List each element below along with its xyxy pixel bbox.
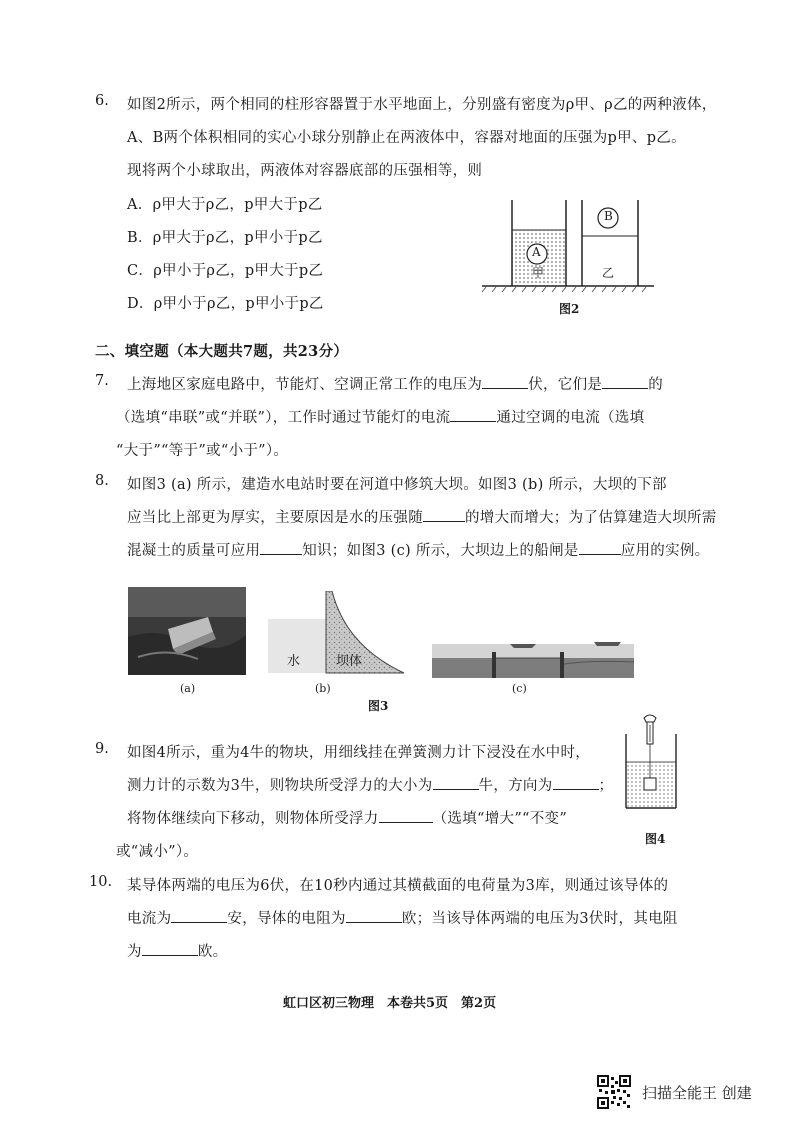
q10-blank-2[interactable] [346, 908, 402, 923]
q6-line-1: 如图2所示，两个相同的柱形容器置于水平地面上，分别盛有密度为ρ甲、ρ乙的两种液体， [127, 97, 717, 113]
liquid-yi-label: 乙 [602, 266, 615, 280]
q10-line-2: 电流为 安，导体的电阻为 欧；当该导体两端的电压为3伏时，其电阻 [127, 907, 678, 928]
q9-blank-2[interactable] [553, 775, 599, 790]
page-footer: 虹口区初三物理 本卷共5页 第2页 [283, 996, 497, 1011]
figure-3a-caption: (a) [180, 682, 196, 695]
q8-blank-2[interactable] [260, 540, 302, 555]
q10-number: 10. [89, 874, 113, 890]
q7-line-3: “大于”“等于”或“小于”）。 [116, 443, 289, 459]
q9-line-2: 测力计的示数为3牛，则物块所受浮力的大小为 牛，方向为 ； [127, 774, 613, 795]
q9-line-3: 将物体继续向下移动，则物体所受浮力 （选填“增大”“不变” [127, 807, 567, 828]
q9-blank-1[interactable] [433, 775, 479, 790]
q8-line-3: 混凝土的质量可应用 知识；如图3 (c) 所示，大坝边上的船闸是 应用的实例。 [127, 539, 710, 560]
figure-3b-caption: (b) [315, 682, 331, 695]
figure-2 [478, 196, 658, 296]
q9-blank-3[interactable] [379, 808, 433, 823]
qr-code-icon [597, 1075, 631, 1109]
q10-blank-3[interactable] [142, 941, 198, 956]
q6-line-2: A、B两个体积相同的实心小球分别静止在两液体中，容器对地面的压强为p甲、p乙。 [127, 130, 686, 146]
q7-blank-3[interactable] [450, 407, 496, 422]
ball-b-label: B [604, 209, 613, 223]
section-2-heading: 二、填空题（本大题共7题，共23分） [95, 343, 349, 360]
ball-a-label: A [532, 245, 541, 259]
q6-option-d: D．ρ甲小于ρ乙，p甲小于p乙 [127, 296, 324, 312]
liquid-jia-label: 甲 [532, 266, 545, 280]
figure-3c-lock [432, 630, 638, 682]
figure-3c-caption: (c) [512, 682, 527, 695]
water-label: 水 [287, 654, 301, 669]
q8-blank-3[interactable] [579, 540, 621, 555]
q8-line-2: 应当比上部更为厚实，主要原因是水的压强随 的增大而增大；为了估算建造大坝所需 [127, 506, 717, 527]
q6-line-3: 现将两个小球取出，两液体对容器底部的压强相等，则 [127, 163, 483, 179]
q6-number: 6. [95, 93, 109, 109]
figure-3a-photo [128, 587, 250, 679]
q7-blank-1[interactable] [482, 374, 528, 389]
q6-option-a: A．ρ甲大于ρ乙，p甲大于p乙 [127, 197, 323, 213]
q9-line-1: 如图4所示，重为4牛的物块，用细线挂在弹簧测力计下浸没在水中时， [127, 745, 591, 761]
q10-line-3: 为 欧。 [127, 940, 227, 961]
watermark-text: 扫描全能王 创建 [642, 1084, 752, 1102]
q9-line-4: 或“减小”）。 [116, 844, 199, 860]
figure-3-caption: 图3 [368, 699, 389, 713]
q8-line-1: 如图3 (a) 所示，建造水电站时要在河道中修筑大坝。如图3 (b) 所示，大坝的下部 [127, 477, 667, 493]
q10-line-1: 某导体两端的电压为6伏，在10秒内通过其横截面的电荷量为3库，则通过该导体的 [127, 878, 669, 894]
figure-2-caption: 图2 [559, 302, 580, 316]
q7-blank-2[interactable] [602, 374, 648, 389]
q7-number: 7. [95, 373, 109, 389]
q7-line-1: 上海地区家庭电路中，节能灯、空调正常工作的电压为 伏，它们是 的 [127, 373, 663, 394]
q6-option-c: C．ρ甲小于ρ乙，p甲大于p乙 [127, 263, 324, 279]
q8-blank-1[interactable] [423, 507, 465, 522]
q6-option-b: B．ρ甲大于ρ乙，p甲小于p乙 [127, 230, 323, 246]
q8-number: 8. [95, 473, 109, 489]
figure-4-caption: 图4 [645, 832, 666, 846]
dam-label: 坝体 [336, 654, 363, 669]
q9-number: 9. [95, 741, 109, 757]
figure-4 [618, 712, 688, 822]
q7-line-2: （选填“串联”或“并联”），工作时通过节能灯的电流 通过空调的电流（选填 [116, 406, 644, 427]
q10-blank-1[interactable] [171, 908, 227, 923]
figure-3b-dam [268, 591, 408, 683]
